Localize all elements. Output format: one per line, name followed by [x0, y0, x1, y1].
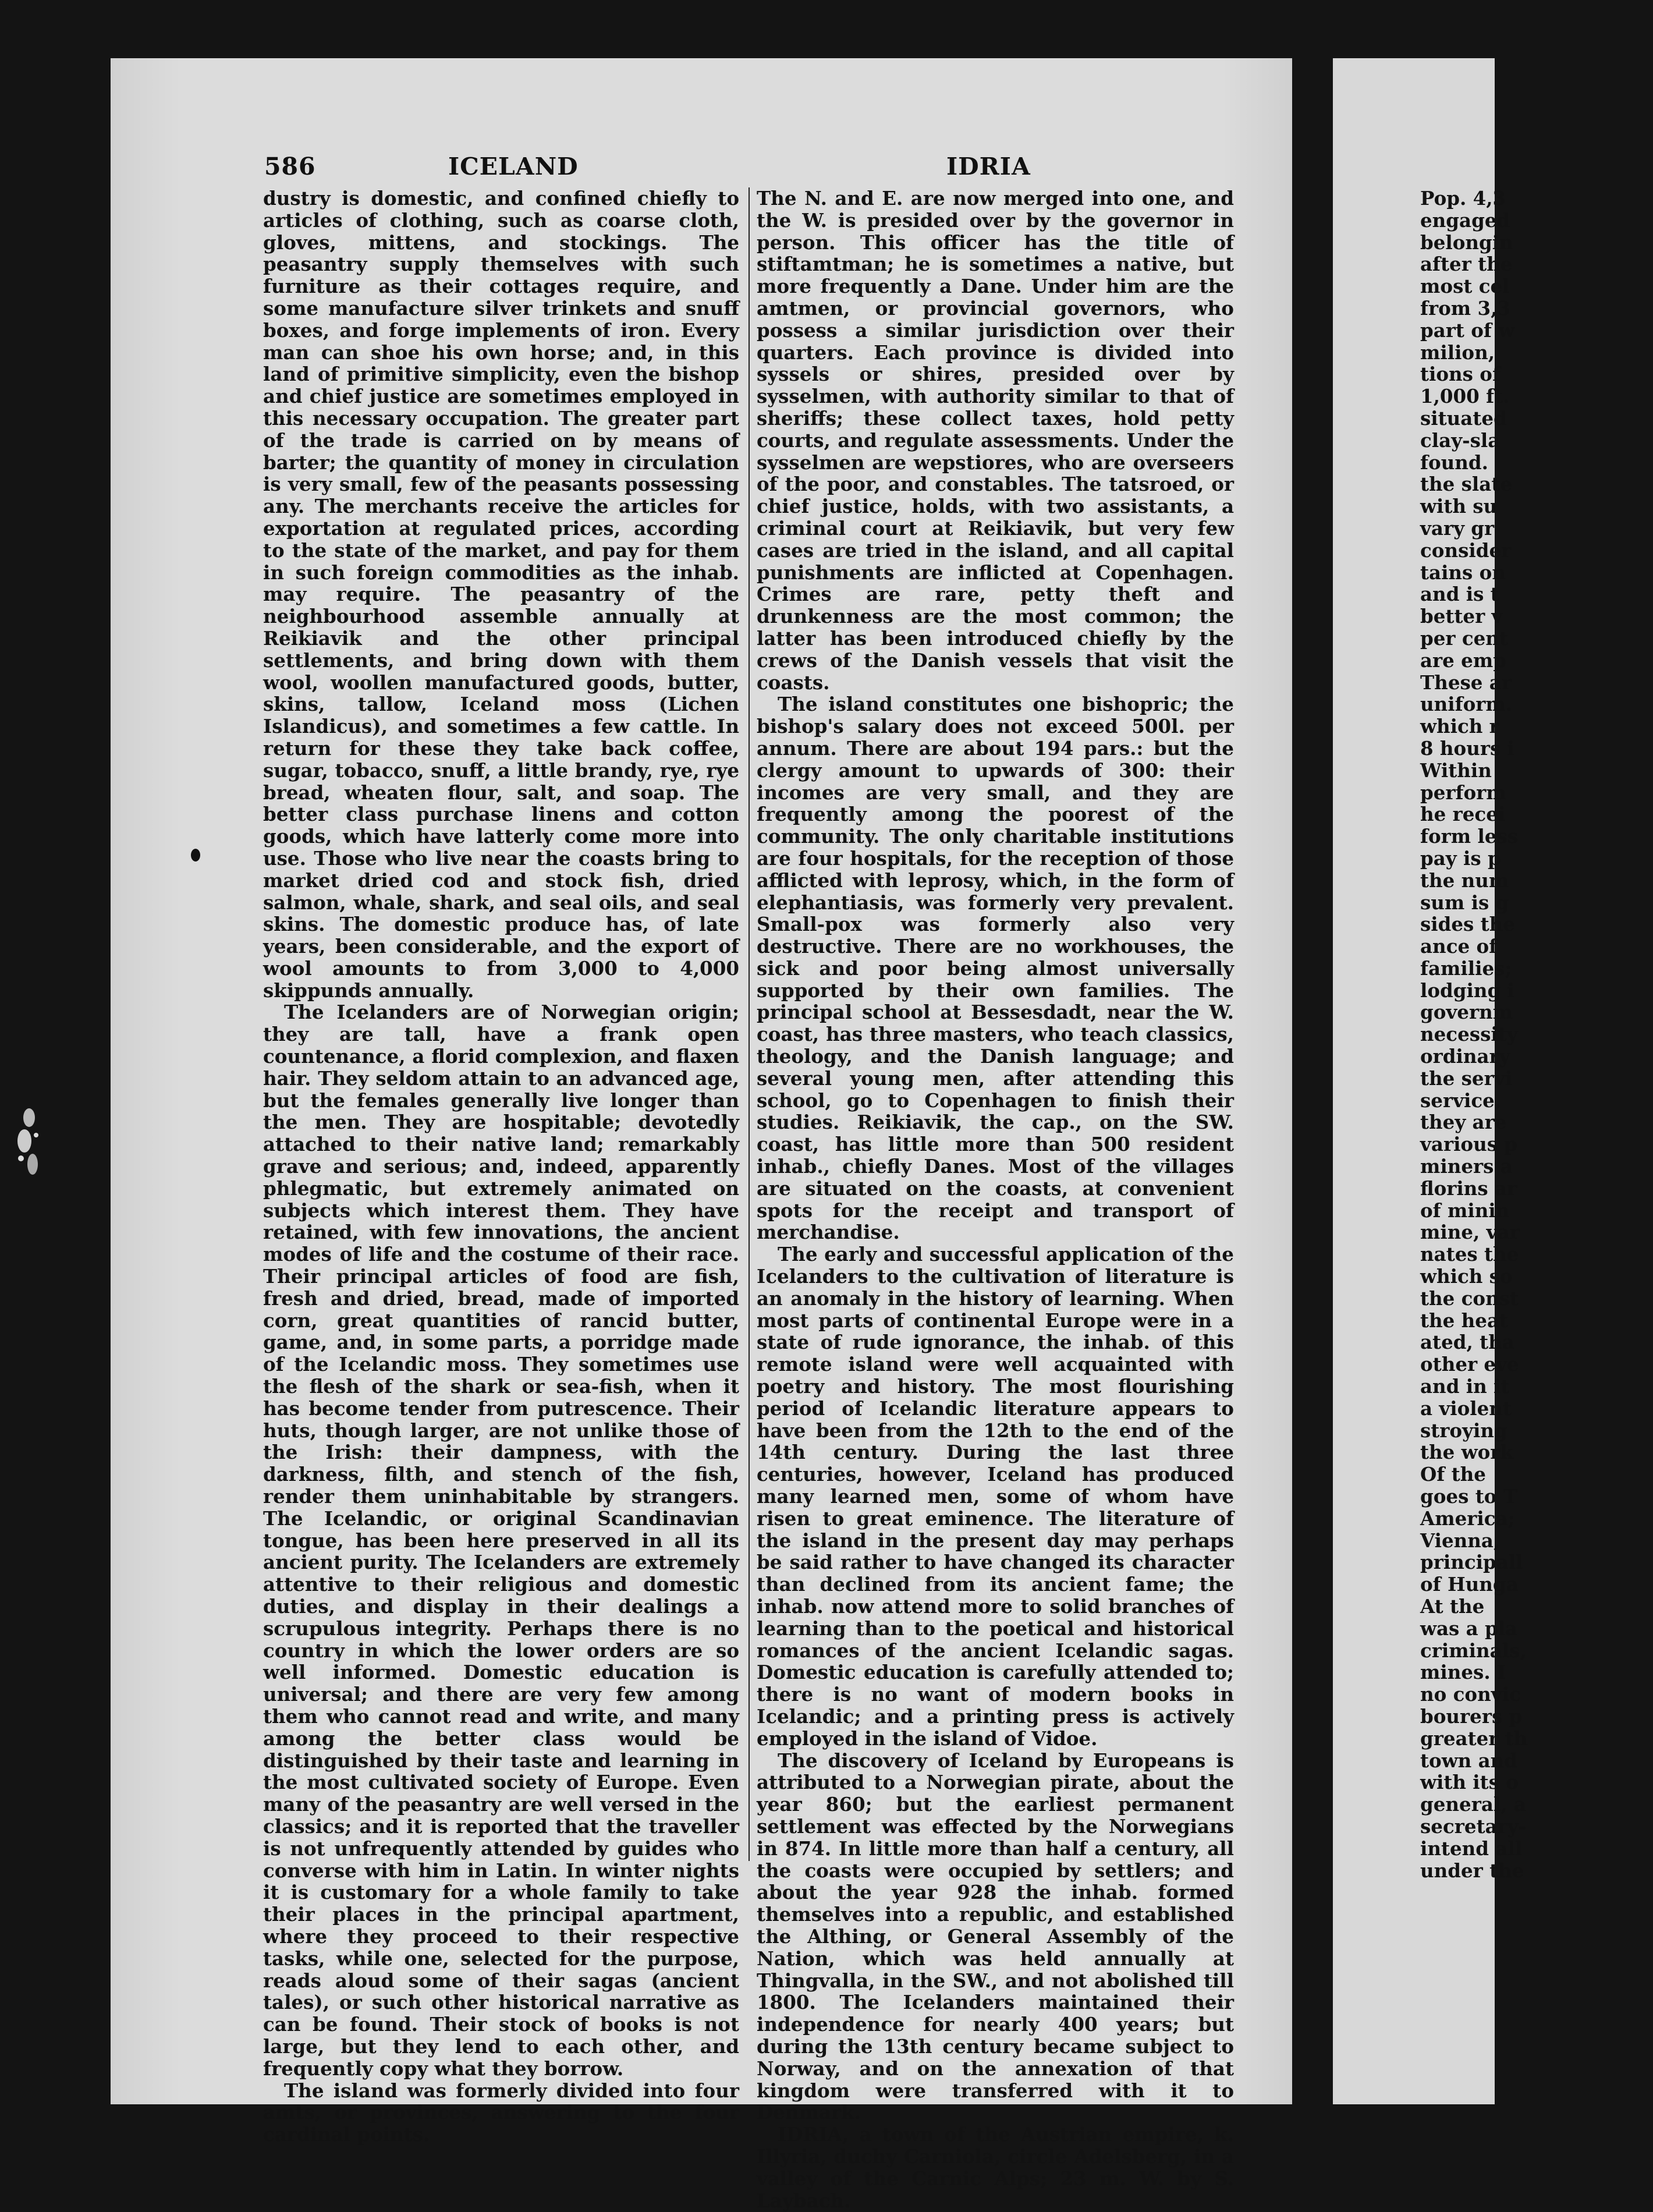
adjacent-page-line: stroying	[1420, 1419, 1507, 1442]
adjacent-page-line: which so	[1420, 1265, 1513, 1288]
adjacent-page-line: part of w	[1420, 318, 1515, 342]
adjacent-page-line: a violent	[1420, 1396, 1512, 1420]
adjacent-page-line: with its o	[1420, 1771, 1519, 1794]
adjacent-page-line: the const	[1420, 1286, 1519, 1310]
adjacent-page-line: secretary-	[1420, 1814, 1527, 1838]
paragraph: The early and successful application of the Icelanders to the cultivation of literature is an anomaly in the history of learning. When most parts of continental Europe were in a state of rude ignorance, the inhab. of this remote island were well acquainted with poetry and history. The most flourishing period of Icelandic literature appears to have been from the 12th to the end of the 14th century. During the last three centuries, however, Iceland has produced many learned men, some of whom have risen to great eminence. The literature of the island in the present day may perhaps be said rather to have changed its character than declined from its ancient fame; the inhab. now attend more to solid branches of learning than to the poetical and historical romances of the ancient Icelandic sagas. Domestic education is carefully attended to; there is no want of modern books in Icelandic; and a printing press is actively employed in the island of Vidoe.	[757, 1243, 1234, 1750]
right-running-head: IDRIA	[946, 153, 1031, 180]
paragraph: The island was formerly divided into four amts, or provinces, answering to the four cardinal points.	[263, 2079, 739, 2146]
adjacent-page-line: milion,	[1420, 341, 1495, 364]
adjacent-page-line: better v	[1420, 605, 1503, 628]
left-running-head: ICELAND	[448, 153, 579, 180]
column-divider	[749, 187, 750, 1861]
paragraph: The discovery of Iceland by Europeans is attributed to a Norwegian pirate, about the year 860; but the earliest permanent settlement was effected by the Norwegians in 874. In little more than half a century, all the coasts were occupied by settlers; and about the year 928 the inhab. formed themselves into a republic, and established the Althing, or General Assembly of the Nation, which was held annually at Thingvalla, in the SW., and not abolished till 1800. The Icelanders maintained their independence for nearly 400 years; but during the 13th century became subject to Norway, and on the annexation of that kingdom were transferred with it to Denmark.	[757, 1749, 1234, 2124]
right-text-column	[757, 187, 1234, 2211]
adjacent-page-line: service,	[1420, 1089, 1502, 1112]
adjacent-page-line: florins ar	[1420, 1176, 1517, 1200]
adjacent-page-line: intend all	[1420, 1837, 1523, 1860]
adjacent-page-line: Vienna,	[1420, 1529, 1501, 1552]
adjacent-page-line: the work	[1420, 1441, 1513, 1464]
adjacent-page-line: under the	[1420, 1859, 1524, 1882]
left-text-column	[263, 187, 739, 2146]
adjacent-page-line: they are	[1420, 1111, 1507, 1134]
paragraph: The Icelanders are of Norwegian origin; they are tall, have a frank open countenance, a florid complexion, and flaxen hair. They seldom attain to an advanced age, but the females generally live longer than the men. They are hospitable; devotedly attached to their native land; remarkably grave and serious; and, indeed, apparently phlegmatic, but extremely animated on subjects which interest them. They have retained, with few innovations, the ancient modes of life and the costume of their race. Their principal articles of food are fish, fresh and dried, bread, made of imported corn, great quantities of rancid butter, game, and, in some parts, a porridge made of the Icelandic moss. They sometimes use the flesh of the shark or sea-fish, when it has become tender from putrescence. Their huts, though larger, are not unlike those of the Irish: their dampness, with the darkness, filth, and stench of the fish, render them uninhabitable by strangers. The Icelandic, or original Scandinavian tongue, has been here preserved in all its ancient purity. The Icelanders are extremely attentive to their religious and domestic duties, and display in their dealings a scrupulous integrity. Perhaps there is no country in which the lower orders are so well informed. Domestic education is universal; and there are very few among them who cannot read and write, and many among the better class would be distinguished by their taste and learning in the most cultivated society of Europe. Even many of the peasantry are well versed in the classics; and it is reported that the traveller is not unfrequently attended by guides who converse with him in Latin. In winter nights it is customary for a whole family to take their places in the principal apartment, where they proceed to their respective tasks, while one, selected for the purpose, reads aloud some of their sagas (ancient tales), or such other historical narrative as can be found. Their stock of books is not large, but they lend to each other, and frequently copy what they borrow.	[263, 1001, 739, 2080]
adjacent-page-line: mines. I	[1420, 1661, 1506, 1684]
adjacent-page-line: uniform.	[1420, 693, 1513, 716]
adjacent-page-line: per cent	[1420, 626, 1508, 650]
adjacent-page-line: and is t	[1420, 583, 1499, 606]
adjacent-page-text	[1420, 187, 1653, 1881]
adjacent-page-line: ance of	[1420, 935, 1498, 958]
adjacent-page-line: tions of	[1420, 363, 1501, 386]
adjacent-page-line: consider	[1420, 538, 1512, 562]
adjacent-page-line: situated	[1420, 406, 1507, 430]
adjacent-page-line: engaged	[1420, 208, 1510, 232]
adjacent-page-line: America;	[1420, 1506, 1515, 1530]
adjacent-page-line: ated, tha	[1420, 1331, 1514, 1354]
adjacent-page-line: found.	[1420, 451, 1488, 474]
adjacent-page-line: vary gr	[1420, 516, 1495, 540]
adjacent-page-line: general, a	[1420, 1793, 1526, 1816]
adjacent-page-line: These ar	[1420, 671, 1512, 694]
adjacent-page-line: the num	[1420, 869, 1509, 892]
adjacent-page-line: sum is g	[1420, 891, 1509, 914]
adjacent-page-line: after the	[1420, 253, 1513, 276]
adjacent-page-line: mine, var	[1420, 1221, 1520, 1244]
adjacent-page-line: the slate	[1420, 473, 1513, 496]
adjacent-page-line: tains on	[1420, 561, 1506, 584]
adjacent-page-line: greater th	[1420, 1727, 1528, 1750]
adjacent-page-line: criminals,	[1420, 1639, 1527, 1662]
adjacent-page-line: ordinary	[1420, 1045, 1510, 1068]
adjacent-page-line: Pop. 4,3	[1420, 187, 1506, 210]
adjacent-page-line: various p	[1420, 1133, 1518, 1156]
adjacent-page-line: lodging i	[1420, 979, 1514, 1002]
adjacent-page-line: town and	[1420, 1749, 1518, 1772]
adjacent-page-line: bourers p	[1420, 1704, 1523, 1728]
paragraph: The N. and E. are now merged into one, and the W. is presided over by the governor in person. This officer has the title of stiftamtman; he is sometimes a native, but more frequently a Dane. Under him are the amtmen, or provincial governors, who possess a similar jurisdiction over their quarters. Each province is divided into syssels or shires, presided over by sysselmen, with authority similar to that of sheriffs; these collect taxes, hold petty courts, and regulate assessments. Under the sysselmen are wepstiores, who are overseers of the poor, and constables. The tatsroed, or chief justice, holds, with two assistants, a criminal court at Reikiavik, but very few cases are tried in the island, and all capital punishments are inflicted at Copenhagen. Crimes are rare, petty theft and drunkenness are the most common; the latter has been introduced chiefly by the crews of the Danish vessels that visit the coasts.	[757, 187, 1234, 694]
adjacent-page-line: belongin	[1420, 231, 1513, 254]
adjacent-page-line: Of the	[1420, 1463, 1486, 1486]
adjacent-page-line: governm	[1420, 1001, 1513, 1024]
adjacent-page-line: sides the	[1420, 913, 1515, 936]
ink-blot-mark	[191, 849, 200, 862]
paragraph: The island constitutes one bishopric; the bishop's salary does not exceed 500l. per annum. There are about 194 pars.: but the clergy amount to upwards of 300: their incomes are very small, and they are frequently among the poorest of the community. The only charitable institutions are four hospitals, for the reception of those afflicted with leprosy, which, in the form of elephantiasis, was formerly very prevalent. Small-pox was formerly also very destructive. There are no workhouses, the sick and poor being almost universally supported by their own families. The principal school at Bessesdadt, near the W. coast, has three masters, who teach classics, theology, and the Danish language; and several young men, after attending this school, go to Copenhagen to finish their studies. Reikiavik, the cap., on the SW. coast, has little more than 500 resident inhab., chiefly Danes. Most of the villages are situated on the coasts, at convenient spots for the receipt and transport of merchandise.	[757, 693, 1234, 1244]
adjacent-page-line: with su	[1420, 495, 1498, 518]
adjacent-page-line: and in it	[1420, 1375, 1510, 1398]
adjacent-page-line: which r	[1420, 715, 1499, 738]
adjacent-page-line: of Hunga	[1420, 1573, 1519, 1596]
adjacent-page-line: no convic	[1420, 1683, 1521, 1706]
adjacent-page-line: form less	[1420, 825, 1519, 848]
adjacent-page-line: necessity	[1420, 1023, 1518, 1046]
adjacent-page-line: are emp	[1420, 648, 1506, 672]
adjacent-page-line: perform	[1420, 781, 1506, 804]
adjacent-page-line: Within	[1420, 758, 1492, 782]
adjacent-page-line: of minin	[1420, 1199, 1510, 1222]
adjacent-page-line: 8 hours i	[1420, 736, 1514, 760]
adjacent-page-line: miners a	[1420, 1155, 1513, 1178]
paragraph: dustry is domestic, and confined chiefly to articles of clothing, such as coarse cloth, gloves, mittens, and stockings. The peasantry supply themselves with such furniture as their cottages require, and some manufacture silver trinkets and snuff boxes, and forge implements of iron. Every man can shoe his own horse; and, in this land of primitive simplicity, even the bishop and chief justice are sometimes employed in this necessary occupation. The greater part of the trade is carried on by means of barter; the quantity of money in circulation is very small, few of the peasants possessing any. The merchants receive the articles for exportation at regulated prices, according to the state of the market, and pay for them in such foreign commodities as the inhab. may require. The peasantry of the neighbourhood assemble annually at Reikiavik and the other principal settlements, and bring down with them wool, woollen manufactured goods, butter, skins, tallow, Iceland moss (Lichen Islandicus), and sometimes a few cattle. In return for these they take back coffee, sugar, tobacco, snuff, a little brandy, rye, rye bread, wheaten flour, salt, and soap. The better class purchase linens and cotton goods, which have latterly come more into use. Those who live near the coasts bring to market dried cod and stock fish, dried salmon, whale, shark, and seal oils, and seal skins. The domestic produce has, of late years, been considerable, and the export of wool amounts to from 3,000 to 4,000 skippunds annually.	[263, 187, 739, 1002]
adjacent-page-line: principall	[1420, 1551, 1523, 1574]
adjacent-page-line: most cel	[1420, 275, 1510, 298]
adjacent-page-line: other eve	[1420, 1353, 1519, 1376]
adjacent-page-line: goes to T	[1420, 1485, 1517, 1508]
adjacent-page-line: the heat	[1420, 1309, 1509, 1332]
margin-stain-mark	[13, 1094, 45, 1193]
adjacent-page-line: pay is p	[1420, 846, 1501, 870]
adjacent-page-line: was a pla	[1420, 1617, 1518, 1640]
adjacent-page-line: families;	[1420, 956, 1512, 980]
adjacent-page-line: the servi	[1420, 1066, 1512, 1090]
adjacent-page-line: At the	[1420, 1595, 1485, 1618]
page-number: 586	[264, 153, 316, 180]
paragraph: IDRIA, a town of the Austrian empire, k. Illyria, duchy Carniola, circle Adelsberg, in a valley of the Carnic Alps; 23 m. W. by S. Laybach.	[757, 2123, 1234, 2212]
adjacent-page-line: from 3,3	[1420, 296, 1511, 320]
adjacent-page-line: nates the	[1420, 1243, 1519, 1266]
adjacent-page-line: clay-sla	[1420, 428, 1501, 452]
adjacent-page-line: 1,000 ft.	[1420, 385, 1510, 408]
adjacent-page-line: he recei	[1420, 803, 1506, 826]
